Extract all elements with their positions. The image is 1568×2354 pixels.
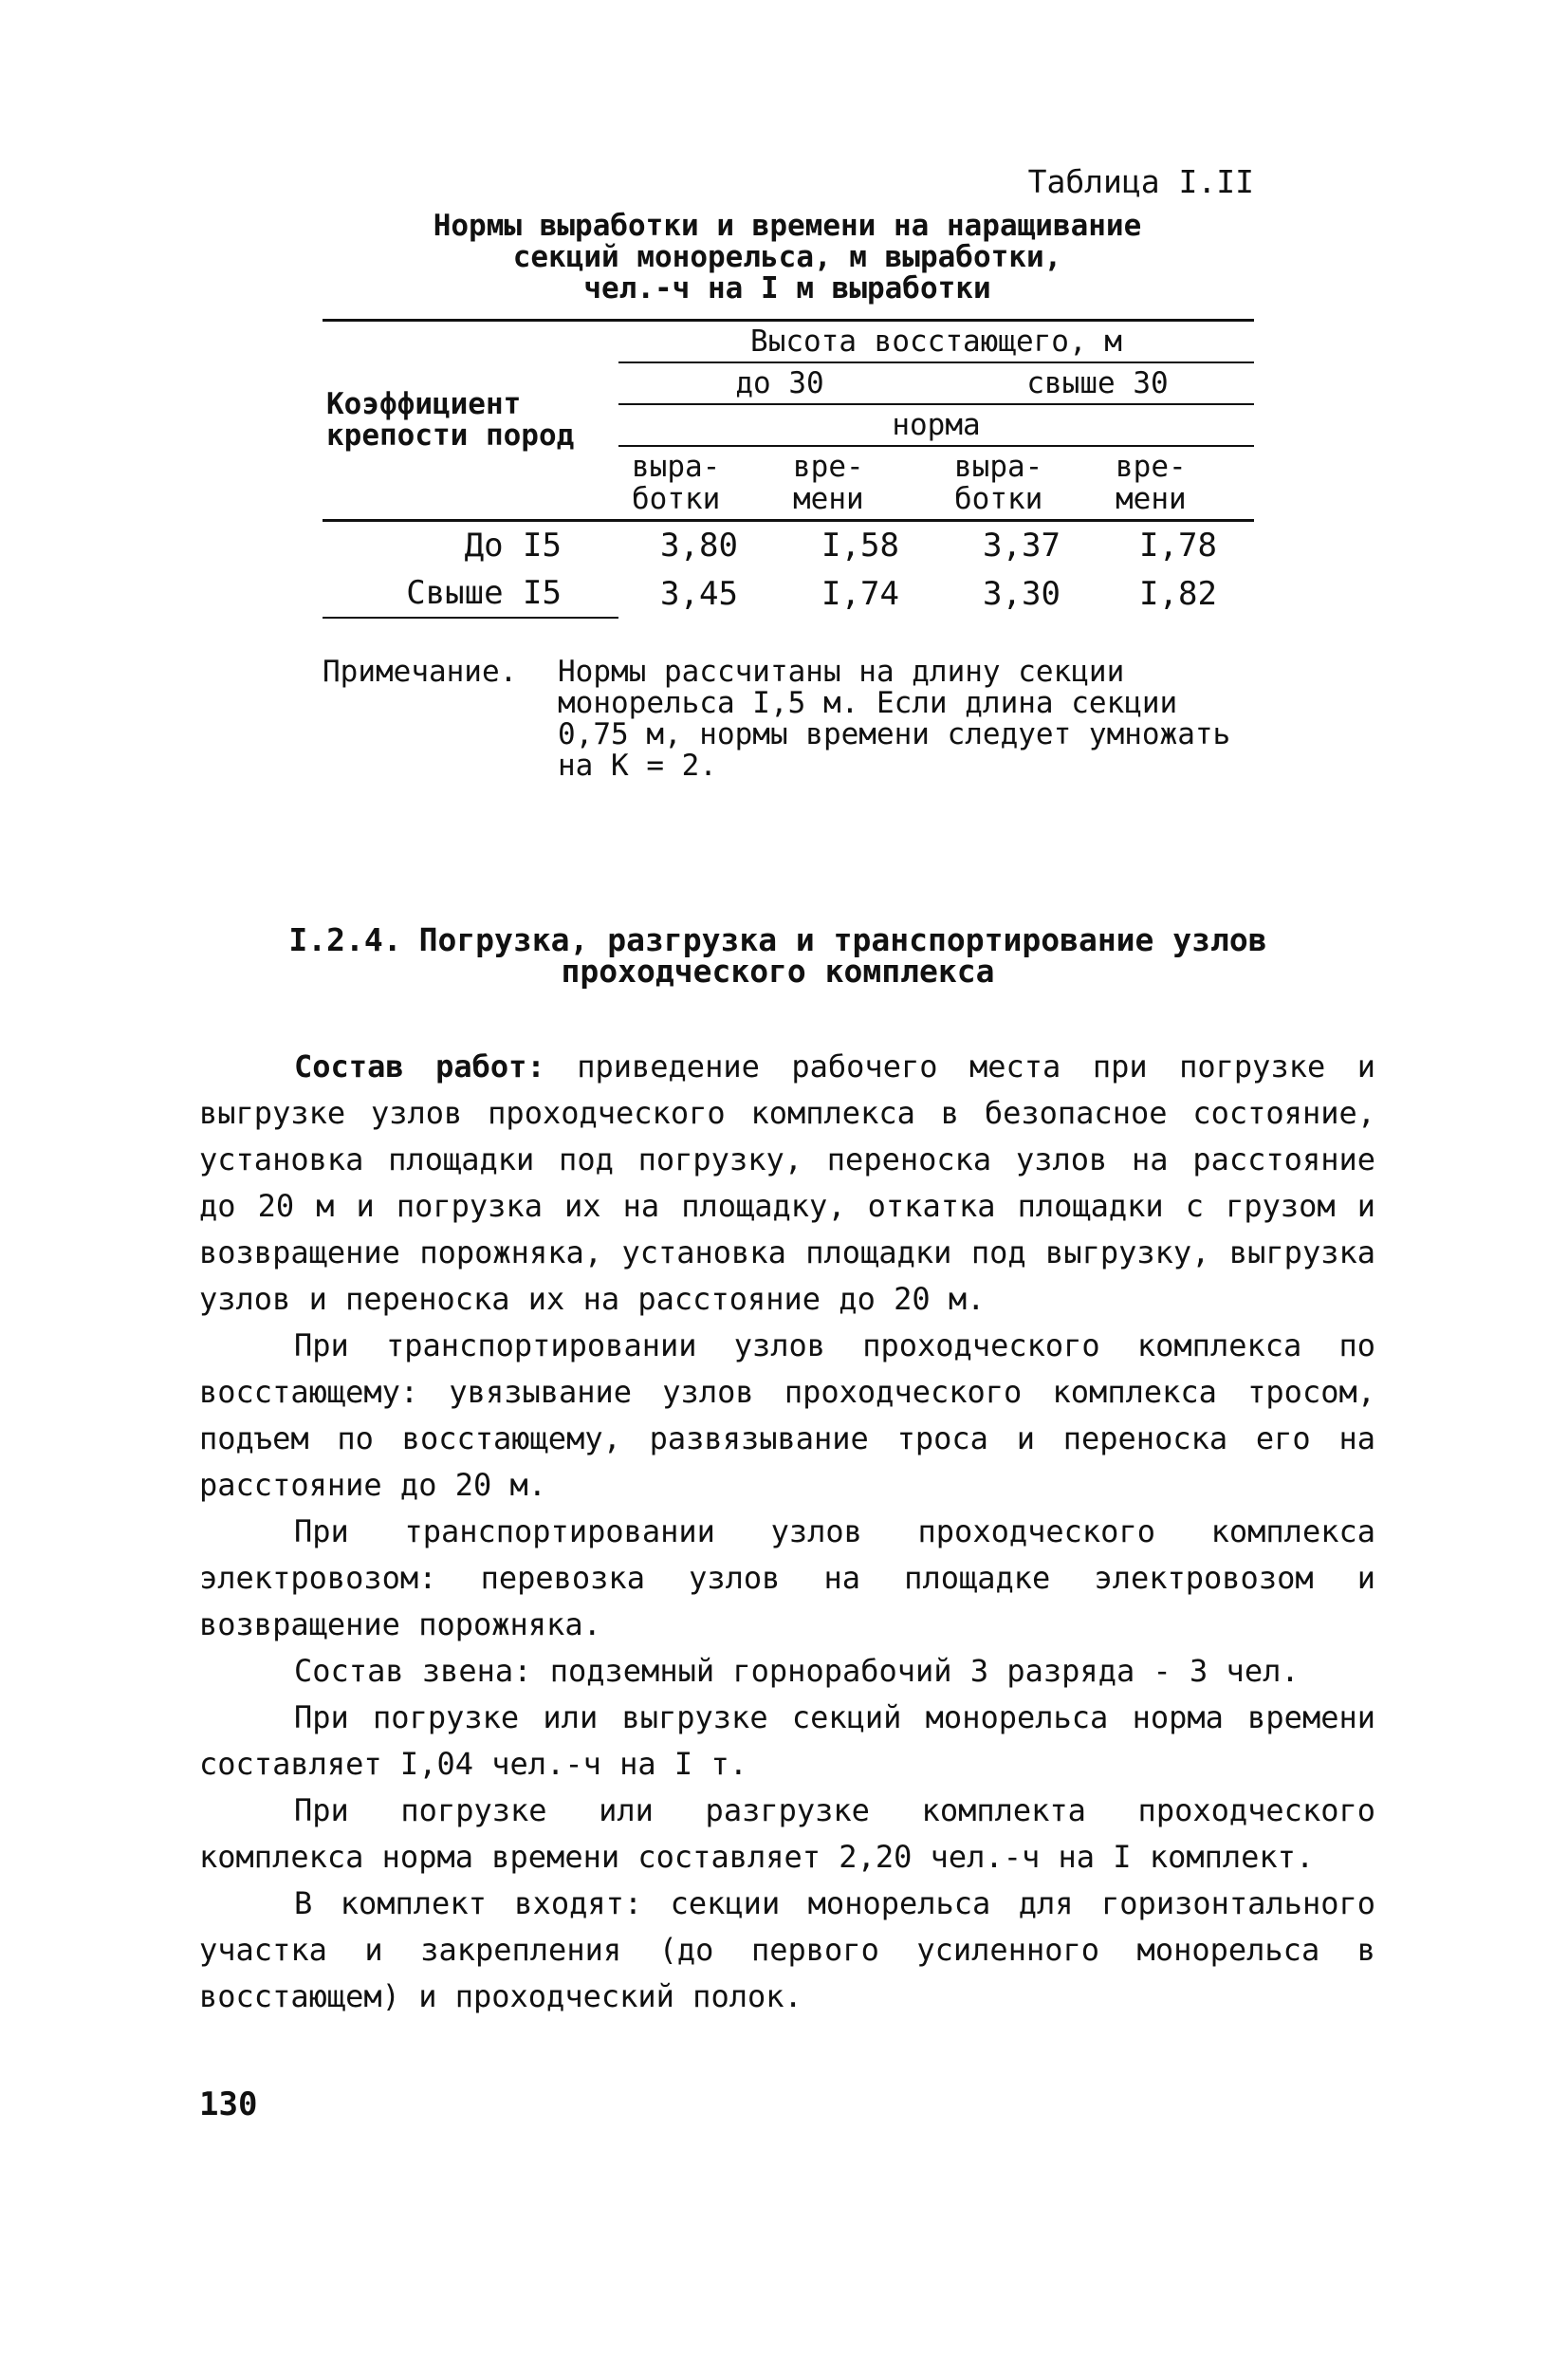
subheader-time: вре- мени	[1116, 450, 1187, 516]
note-label: Примечание.	[323, 655, 518, 689]
cell-value: 3,37	[983, 527, 1061, 565]
row-label: Свыше I5	[323, 569, 618, 618]
height-group-header: Высота восстающего, м	[618, 321, 1254, 363]
paragraph	[199, 1509, 1375, 1648]
table-note	[323, 657, 1252, 782]
table-row	[323, 569, 1254, 618]
paragraph-text: В комплект входят: секции монорельса для горизонтального участка и закрепления (до первого усиленного монорельса в восстающем) и проходческий полок.	[199, 1885, 1375, 2014]
cell-value: I,82	[1139, 574, 1217, 613]
section-heading	[247, 921, 1309, 990]
note-text: Нормы рассчитаны на длину секции монорельса I,5 м. Если длина секции 0,75 м, нормы времени следует умножать на К = 2.	[558, 655, 1231, 783]
paragraph-text: При транспортировании узлов проходческого комплекса по восстающему: увязывание узлов проходческого комплекса тросом, подъем по восстающему, развязывание троса и переноска его на расстояние до 20 м.	[199, 1327, 1375, 1503]
paragraph-text: приведение рабочего места при погрузке и выгрузке узлов проходческого комплекса в безопасное состояние, установка площадки под погрузку, переноска узлов на расстояние до 20 м и погрузка их на площадку, откатка площадки с грузом и возвращение порожняка, установка площадки под выгрузку, выгрузка узлов и переноска их на расстояние до 20 м.	[199, 1048, 1376, 1317]
subheader-output: выра- ботки	[954, 450, 1043, 516]
cell-value: I,58	[821, 527, 899, 565]
section-number: I.2.4.	[288, 921, 402, 958]
cell-value: 3,30	[983, 574, 1061, 613]
table-title-line: Нормы выработки и времени на наращивание	[433, 209, 1142, 243]
page-number: 130	[199, 2085, 258, 2123]
row-label: До I5	[464, 527, 562, 565]
cell-value: 3,45	[660, 574, 738, 613]
paragraph	[199, 1323, 1375, 1509]
paragraph-text: При погрузке или выгрузке секций монорельса норма времени составляет I,04 чел.-ч на I т.	[199, 1699, 1375, 1782]
table-title-line: секций монорельса, м выработки,	[512, 240, 1062, 274]
table-label: Таблица I.II	[1027, 163, 1254, 200]
subheader-output: выра- ботки	[632, 450, 721, 516]
paragraph	[199, 1788, 1375, 1881]
paragraph-lead: Состав работ:	[294, 1048, 545, 1084]
paragraph-text: При транспортировании узлов проходческого комплекса электровозом: перевозка узлов на площадке электровозом и возвращение порожняка.	[199, 1513, 1375, 1642]
cell-value: I,78	[1139, 527, 1217, 565]
table-title-line: чел.-ч на I м выработки	[583, 271, 991, 306]
norm-header: норма	[618, 404, 1254, 446]
cell-value: 3,80	[660, 527, 738, 565]
table-row	[323, 521, 1254, 570]
paragraph	[199, 1881, 1375, 2020]
paragraph-text: При погрузке или разгрузке комплекта проходческого комплекса норма времени составляет 2,20 чел.-ч на I комплект.	[199, 1792, 1375, 1875]
row-header: Коэффициент крепости пород	[326, 387, 575, 453]
paragraph-text: Состав звена: подземный горнорабочий 3 разряда - 3 чел.	[294, 1653, 1300, 1689]
cell-value: I,74	[821, 574, 899, 613]
group-header-over30: свыше 30	[941, 362, 1254, 404]
paragraph	[199, 1695, 1375, 1788]
group-header-upto30: до 30	[618, 362, 941, 404]
paragraph	[199, 1044, 1375, 1323]
body-text	[199, 1044, 1375, 2020]
norm-table	[323, 319, 1254, 619]
paragraph	[199, 1648, 1375, 1695]
table-title	[323, 211, 1252, 305]
section-title: Погрузка, разгрузка и транспортирование узлов проходческого комплекса	[418, 921, 1267, 990]
subheader-time: вре- мени	[793, 450, 864, 516]
